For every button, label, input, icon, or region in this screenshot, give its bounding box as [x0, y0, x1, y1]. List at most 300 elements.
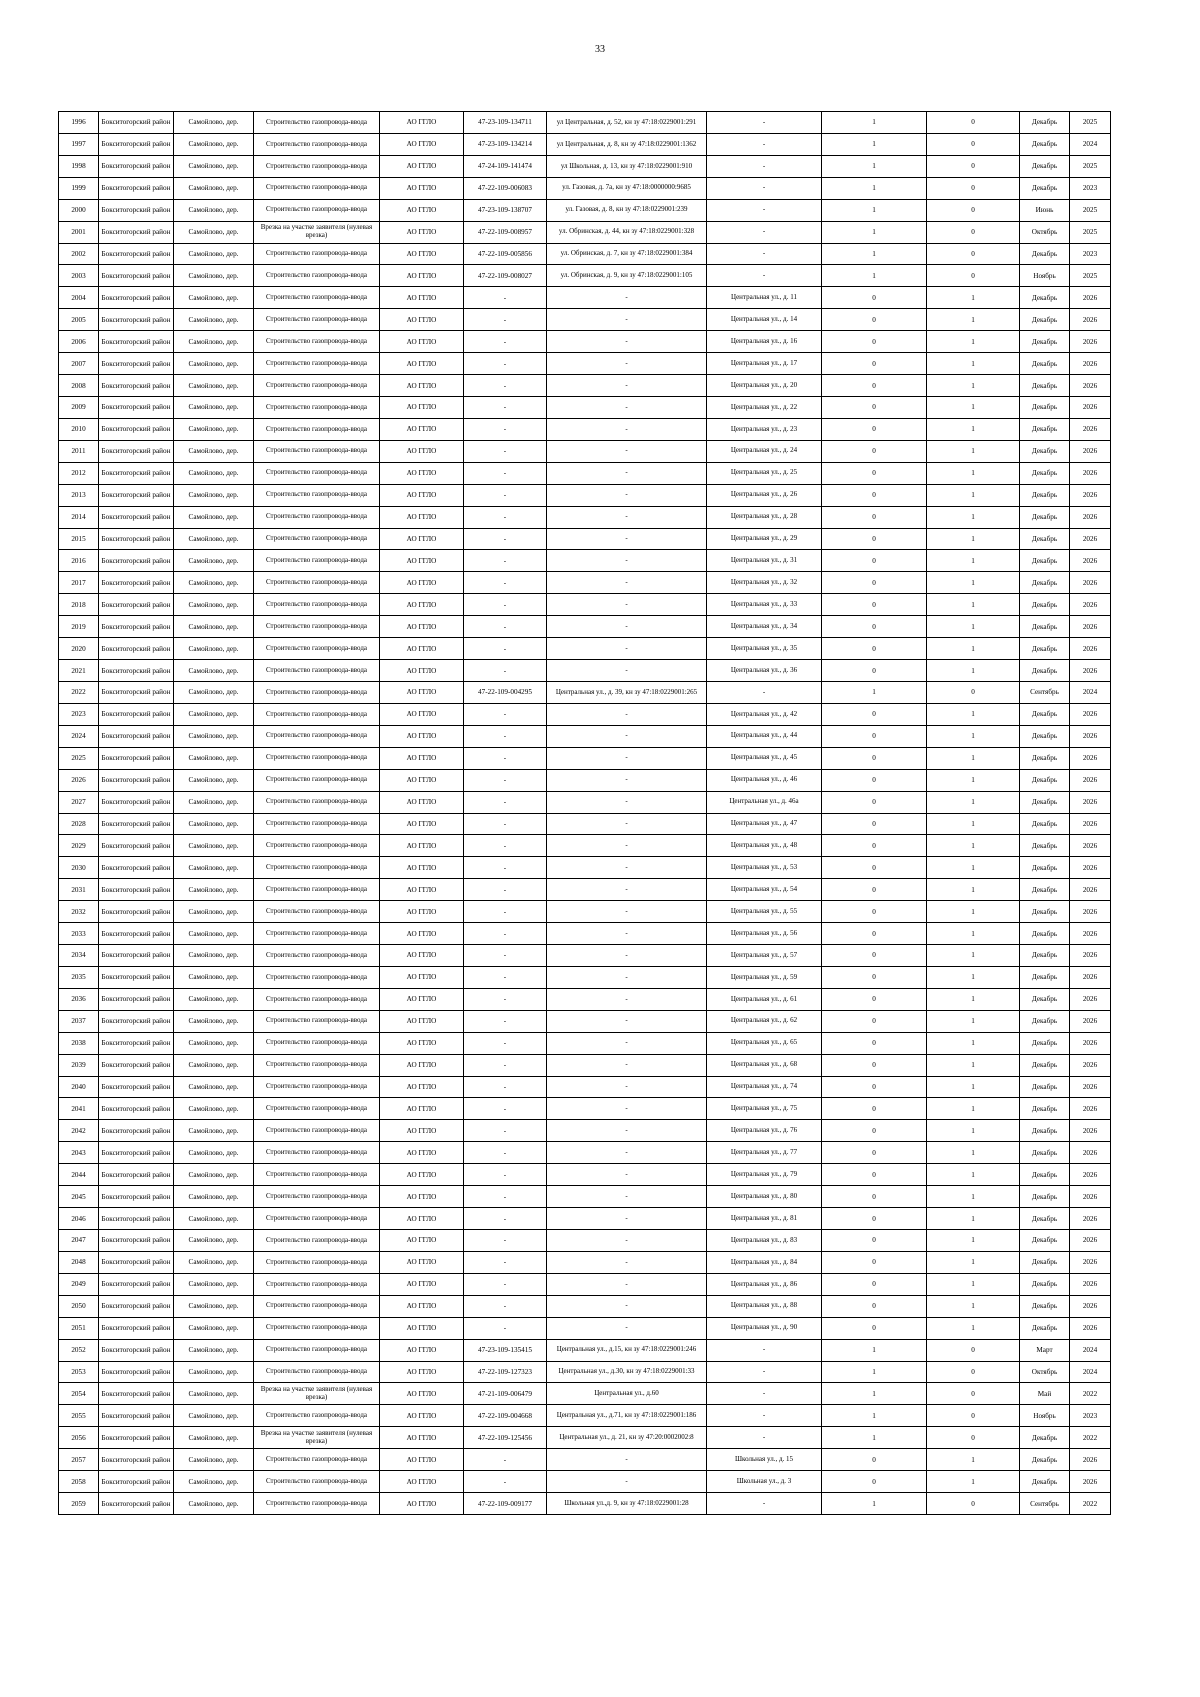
cell-application-number: - [464, 1120, 547, 1142]
cell-settlement: Самойлово, дер. [174, 966, 254, 988]
cell-application-number: - [464, 638, 547, 660]
cell-year: 2026 [1070, 703, 1111, 725]
cell-count-planned: 1 [927, 462, 1020, 484]
cell-district: Бокситогорский район [99, 221, 174, 243]
cell-count-planned: 1 [927, 287, 1020, 309]
cell-month: Декабрь [1020, 901, 1070, 923]
cell-count-planned: 1 [927, 1251, 1020, 1273]
cell-count-applied: 0 [822, 791, 927, 813]
cell-applicant-address: - [547, 703, 707, 725]
cell-district: Бокситогорский район [99, 1010, 174, 1032]
cell-month: Декабрь [1020, 769, 1070, 791]
cell-month: Декабрь [1020, 1164, 1070, 1186]
table-row [59, 1361, 1111, 1383]
cell-month: Декабрь [1020, 660, 1070, 682]
cell-district: Бокситогорский район [99, 769, 174, 791]
cell-count-planned: 1 [927, 879, 1020, 901]
cell-year: 2022 [1070, 1427, 1111, 1449]
cell-year: 2026 [1070, 594, 1111, 616]
cell-planned-address: Центральная ул., д. 90 [707, 1317, 822, 1339]
table-row [59, 331, 1111, 353]
cell-planned-address: Центральная ул., д. 54 [707, 879, 822, 901]
cell-work-type: Строительство газопровода-ввода [254, 396, 380, 418]
cell-organization: АО ГГЛО [380, 375, 464, 397]
cell-district: Бокситогорский район [99, 177, 174, 199]
cell-year: 2026 [1070, 1142, 1111, 1164]
cell-year: 2025 [1070, 265, 1111, 287]
cell-month: Декабрь [1020, 440, 1070, 462]
cell-work-type: Строительство газопровода-ввода [254, 725, 380, 747]
cell-application-number: 47-22-109-127323 [464, 1361, 547, 1383]
cell-planned-address: Центральная ул., д. 20 [707, 375, 822, 397]
cell-work-type: Строительство газопровода-ввода [254, 901, 380, 923]
cell-count-planned: 0 [927, 112, 1020, 134]
cell-work-type: Строительство газопровода-ввода [254, 857, 380, 879]
cell-count-planned: 1 [927, 1230, 1020, 1252]
cell-month: Декабрь [1020, 462, 1070, 484]
cell-district: Бокситогорский район [99, 923, 174, 945]
table-row [59, 616, 1111, 638]
cell-year: 2026 [1070, 835, 1111, 857]
cell-organization: АО ГГЛО [380, 835, 464, 857]
cell-applicant-address: - [547, 945, 707, 967]
cell-count-applied: 0 [822, 966, 927, 988]
cell-row-number: 1999 [59, 177, 99, 199]
cell-applicant-address: - [547, 506, 707, 528]
cell-count-applied: 0 [822, 616, 927, 638]
cell-count-planned: 1 [927, 1295, 1020, 1317]
cell-settlement: Самойлово, дер. [174, 572, 254, 594]
cell-month: Декабрь [1020, 550, 1070, 572]
cell-count-applied: 0 [822, 462, 927, 484]
cell-settlement: Самойлово, дер. [174, 791, 254, 813]
cell-count-planned: 1 [927, 528, 1020, 550]
cell-organization: АО ГГЛО [380, 155, 464, 177]
cell-planned-address: Центральная ул., д. 23 [707, 418, 822, 440]
table-row [59, 703, 1111, 725]
cell-row-number: 2012 [59, 462, 99, 484]
cell-row-number: 2009 [59, 396, 99, 418]
cell-month: Декабрь [1020, 1032, 1070, 1054]
cell-applicant-address: - [547, 572, 707, 594]
cell-planned-address: Центральная ул., д. 76 [707, 1120, 822, 1142]
cell-organization: АО ГГЛО [380, 1032, 464, 1054]
cell-count-applied: 0 [822, 923, 927, 945]
cell-planned-address: Центральная ул., д. 35 [707, 638, 822, 660]
cell-count-applied: 0 [822, 1120, 927, 1142]
cell-applicant-address: - [547, 966, 707, 988]
cell-work-type: Строительство газопровода-ввода [254, 1339, 380, 1361]
cell-application-number: - [464, 1295, 547, 1317]
cell-settlement: Самойлово, дер. [174, 923, 254, 945]
cell-month: Декабрь [1020, 528, 1070, 550]
cell-applicant-address: Центральная ул., д.15, кн зу 47:18:0229001:246 [547, 1339, 707, 1361]
cell-application-number: 47-21-109-006479 [464, 1383, 547, 1405]
cell-row-number: 2039 [59, 1054, 99, 1076]
table-row [59, 133, 1111, 155]
cell-planned-address: - [707, 199, 822, 221]
cell-work-type: Строительство газопровода-ввода [254, 638, 380, 660]
cell-applicant-address: - [547, 396, 707, 418]
cell-work-type: Строительство газопровода-ввода [254, 945, 380, 967]
cell-planned-address: Центральная ул., д. 81 [707, 1208, 822, 1230]
cell-count-applied: 0 [822, 1032, 927, 1054]
table-row [59, 725, 1111, 747]
table-row [59, 309, 1111, 331]
cell-application-number: - [464, 594, 547, 616]
cell-count-planned: 1 [927, 1076, 1020, 1098]
cell-work-type: Строительство газопровода-ввода [254, 1493, 380, 1515]
table-row [59, 1449, 1111, 1471]
cell-month: Октябрь [1020, 1361, 1070, 1383]
cell-count-applied: 0 [822, 660, 927, 682]
cell-year: 2026 [1070, 1010, 1111, 1032]
cell-year: 2022 [1070, 1383, 1111, 1405]
table-row [59, 265, 1111, 287]
cell-district: Бокситогорский район [99, 1208, 174, 1230]
cell-settlement: Самойлово, дер. [174, 1164, 254, 1186]
cell-settlement: Самойлово, дер. [174, 747, 254, 769]
cell-planned-address: Центральная ул., д. 46 [707, 769, 822, 791]
cell-work-type: Строительство газопровода-ввода [254, 331, 380, 353]
cell-year: 2026 [1070, 1164, 1111, 1186]
cell-district: Бокситогорский район [99, 1098, 174, 1120]
cell-row-number: 2055 [59, 1405, 99, 1427]
cell-year: 2026 [1070, 923, 1111, 945]
cell-settlement: Самойлово, дер. [174, 638, 254, 660]
cell-work-type: Строительство газопровода-ввода [254, 1361, 380, 1383]
cell-settlement: Самойлово, дер. [174, 1405, 254, 1427]
cell-organization: АО ГГЛО [380, 1164, 464, 1186]
cell-row-number: 2018 [59, 594, 99, 616]
cell-application-number: - [464, 1098, 547, 1120]
table-row [59, 813, 1111, 835]
cell-month: Декабрь [1020, 1054, 1070, 1076]
cell-application-number: 47-22-109-005856 [464, 243, 547, 265]
cell-district: Бокситогорский район [99, 550, 174, 572]
cell-month: Декабрь [1020, 1120, 1070, 1142]
table-row [59, 923, 1111, 945]
cell-application-number: 47-22-109-004668 [464, 1405, 547, 1427]
cell-district: Бокситогорский район [99, 1317, 174, 1339]
cell-application-number: - [464, 725, 547, 747]
cell-application-number: - [464, 660, 547, 682]
cell-applicant-address: - [547, 901, 707, 923]
cell-month: Декабрь [1020, 616, 1070, 638]
cell-applicant-address: - [547, 1449, 707, 1471]
cell-year: 2026 [1070, 1295, 1111, 1317]
cell-applicant-address: - [547, 747, 707, 769]
cell-count-applied: 1 [822, 177, 927, 199]
cell-row-number: 2037 [59, 1010, 99, 1032]
cell-work-type: Строительство газопровода-ввода [254, 1471, 380, 1493]
cell-row-number: 2025 [59, 747, 99, 769]
cell-work-type: Строительство газопровода-ввода [254, 440, 380, 462]
table-row [59, 791, 1111, 813]
cell-count-planned: 1 [927, 1142, 1020, 1164]
cell-month: Декабрь [1020, 1208, 1070, 1230]
cell-month: Декабрь [1020, 375, 1070, 397]
cell-year: 2026 [1070, 1449, 1111, 1471]
cell-settlement: Самойлово, дер. [174, 725, 254, 747]
cell-year: 2026 [1070, 988, 1111, 1010]
table-row [59, 353, 1111, 375]
cell-settlement: Самойлово, дер. [174, 396, 254, 418]
table-row [59, 287, 1111, 309]
cell-planned-address: Центральная ул., д. 61 [707, 988, 822, 1010]
cell-organization: АО ГГЛО [380, 528, 464, 550]
cell-settlement: Самойлово, дер. [174, 660, 254, 682]
cell-count-planned: 1 [927, 725, 1020, 747]
cell-applicant-address: - [547, 638, 707, 660]
cell-applicant-address: - [547, 1471, 707, 1493]
cell-district: Бокситогорский район [99, 791, 174, 813]
cell-year: 2026 [1070, 813, 1111, 835]
cell-organization: АО ГГЛО [380, 1493, 464, 1515]
cell-row-number: 2001 [59, 221, 99, 243]
cell-count-planned: 0 [927, 1383, 1020, 1405]
cell-row-number: 2030 [59, 857, 99, 879]
cell-count-applied: 0 [822, 484, 927, 506]
cell-row-number: 2048 [59, 1251, 99, 1273]
cell-application-number: 47-24-109-141474 [464, 155, 547, 177]
cell-organization: АО ГГЛО [380, 1054, 464, 1076]
cell-count-applied: 0 [822, 725, 927, 747]
cell-work-type: Строительство газопровода-ввода [254, 1032, 380, 1054]
cell-planned-address: - [707, 155, 822, 177]
cell-applicant-address: ул Школьная, д. 13, кн зу 47:18:0229001:910 [547, 155, 707, 177]
cell-work-type: Строительство газопровода-ввода [254, 1186, 380, 1208]
cell-organization: АО ГГЛО [380, 988, 464, 1010]
cell-district: Бокситогорский район [99, 835, 174, 857]
cell-planned-address: - [707, 221, 822, 243]
cell-row-number: 2032 [59, 901, 99, 923]
cell-count-planned: 1 [927, 1098, 1020, 1120]
cell-work-type: Строительство газопровода-ввода [254, 1142, 380, 1164]
cell-work-type: Строительство газопровода-ввода [254, 1317, 380, 1339]
table-row [59, 1076, 1111, 1098]
cell-row-number: 2054 [59, 1383, 99, 1405]
cell-month: Декабрь [1020, 703, 1070, 725]
cell-district: Бокситогорский район [99, 813, 174, 835]
cell-count-applied: 0 [822, 1295, 927, 1317]
cell-count-applied: 0 [822, 594, 927, 616]
cell-year: 2022 [1070, 1493, 1111, 1515]
cell-application-number: - [464, 309, 547, 331]
cell-work-type: Строительство газопровода-ввода [254, 265, 380, 287]
cell-row-number: 2020 [59, 638, 99, 660]
cell-row-number: 2013 [59, 484, 99, 506]
cell-organization: АО ГГЛО [380, 1317, 464, 1339]
cell-settlement: Самойлово, дер. [174, 1493, 254, 1515]
cell-count-applied: 0 [822, 1471, 927, 1493]
cell-work-type: Строительство газопровода-ввода [254, 1251, 380, 1273]
table-row [59, 966, 1111, 988]
cell-planned-address: Центральная ул., д. 55 [707, 901, 822, 923]
cell-organization: АО ГГЛО [380, 1295, 464, 1317]
cell-count-planned: 0 [927, 133, 1020, 155]
table-row [59, 879, 1111, 901]
cell-month: Декабрь [1020, 988, 1070, 1010]
table-row [59, 660, 1111, 682]
cell-count-planned: 0 [927, 199, 1020, 221]
cell-count-applied: 0 [822, 1230, 927, 1252]
table-row [59, 1230, 1111, 1252]
cell-district: Бокситогорский район [99, 660, 174, 682]
cell-count-planned: 1 [927, 484, 1020, 506]
cell-organization: АО ГГЛО [380, 725, 464, 747]
cell-year: 2026 [1070, 769, 1111, 791]
table-row [59, 769, 1111, 791]
cell-applicant-address: ул. Обринская, д. 9, кн зу 47:18:0229001:105 [547, 265, 707, 287]
cell-count-planned: 1 [927, 747, 1020, 769]
cell-district: Бокситогорский район [99, 112, 174, 134]
cell-organization: АО ГГЛО [380, 550, 464, 572]
cell-district: Бокситогорский район [99, 396, 174, 418]
cell-count-applied: 1 [822, 1493, 927, 1515]
cell-row-number: 2026 [59, 769, 99, 791]
cell-applicant-address: Центральная ул., д. 21, кн зу 47:20:0002002:8 [547, 1427, 707, 1449]
table-row [59, 988, 1111, 1010]
cell-row-number: 2046 [59, 1208, 99, 1230]
cell-month: Декабрь [1020, 331, 1070, 353]
cell-organization: АО ГГЛО [380, 506, 464, 528]
cell-count-planned: 1 [927, 660, 1020, 682]
cell-applicant-address: - [547, 1142, 707, 1164]
cell-application-number: - [464, 550, 547, 572]
cell-count-planned: 1 [927, 835, 1020, 857]
cell-work-type: Строительство газопровода-ввода [254, 1054, 380, 1076]
cell-count-planned: 1 [927, 966, 1020, 988]
cell-count-planned: 0 [927, 177, 1020, 199]
table-row [59, 462, 1111, 484]
cell-application-number: - [464, 945, 547, 967]
cell-applicant-address: - [547, 1164, 707, 1186]
cell-count-planned: 0 [927, 1339, 1020, 1361]
cell-settlement: Самойлово, дер. [174, 353, 254, 375]
cell-district: Бокситогорский район [99, 1120, 174, 1142]
cell-month: Май [1020, 1383, 1070, 1405]
cell-application-number: 47-22-109-009177 [464, 1493, 547, 1515]
cell-organization: АО ГГЛО [380, 1251, 464, 1273]
cell-planned-address: Центральная ул., д. 68 [707, 1054, 822, 1076]
cell-applicant-address: - [547, 1120, 707, 1142]
cell-work-type: Строительство газопровода-ввода [254, 1010, 380, 1032]
cell-district: Бокситогорский район [99, 287, 174, 309]
cell-count-planned: 1 [927, 813, 1020, 835]
cell-settlement: Самойлово, дер. [174, 1054, 254, 1076]
cell-application-number: - [464, 901, 547, 923]
cell-count-planned: 1 [927, 309, 1020, 331]
cell-work-type: Строительство газопровода-ввода [254, 923, 380, 945]
cell-year: 2026 [1070, 572, 1111, 594]
cell-count-planned: 1 [927, 901, 1020, 923]
cell-count-applied: 0 [822, 769, 927, 791]
cell-planned-address: Центральная ул., д. 88 [707, 1295, 822, 1317]
cell-month: Декабрь [1020, 1098, 1070, 1120]
cell-district: Бокситогорский район [99, 747, 174, 769]
cell-work-type: Строительство газопровода-ввода [254, 572, 380, 594]
cell-district: Бокситогорский район [99, 1493, 174, 1515]
cell-settlement: Самойлово, дер. [174, 265, 254, 287]
cell-count-planned: 1 [927, 572, 1020, 594]
cell-application-number: - [464, 572, 547, 594]
cell-planned-address: Центральная ул., д. 86 [707, 1273, 822, 1295]
cell-applicant-address: - [547, 440, 707, 462]
table-row [59, 638, 1111, 660]
cell-application-number: - [464, 1142, 547, 1164]
cell-organization: АО ГГЛО [380, 331, 464, 353]
cell-month: Декабрь [1020, 287, 1070, 309]
cell-applicant-address: - [547, 835, 707, 857]
cell-organization: АО ГГЛО [380, 901, 464, 923]
table-row [59, 199, 1111, 221]
cell-district: Бокситогорский район [99, 616, 174, 638]
cell-count-planned: 1 [927, 375, 1020, 397]
cell-district: Бокситогорский район [99, 1383, 174, 1405]
table-row [59, 528, 1111, 550]
cell-organization: АО ГГЛО [380, 440, 464, 462]
cell-count-applied: 0 [822, 835, 927, 857]
cell-work-type: Строительство газопровода-ввода [254, 1164, 380, 1186]
cell-planned-address: Центральная ул., д. 75 [707, 1098, 822, 1120]
cell-district: Бокситогорский район [99, 1295, 174, 1317]
cell-row-number: 2038 [59, 1032, 99, 1054]
cell-application-number: - [464, 813, 547, 835]
cell-applicant-address: - [547, 1054, 707, 1076]
cell-organization: АО ГГЛО [380, 484, 464, 506]
cell-row-number: 2028 [59, 813, 99, 835]
cell-year: 2025 [1070, 112, 1111, 134]
cell-organization: АО ГГЛО [380, 1405, 464, 1427]
cell-organization: АО ГГЛО [380, 1273, 464, 1295]
cell-applicant-address: - [547, 616, 707, 638]
cell-organization: АО ГГЛО [380, 572, 464, 594]
table-row [59, 155, 1111, 177]
cell-count-applied: 1 [822, 1405, 927, 1427]
cell-row-number: 2021 [59, 660, 99, 682]
cell-applicant-address: - [547, 1273, 707, 1295]
cell-planned-address: - [707, 1339, 822, 1361]
cell-organization: АО ГГЛО [380, 287, 464, 309]
cell-district: Бокситогорский район [99, 879, 174, 901]
cell-count-applied: 0 [822, 375, 927, 397]
cell-planned-address: Центральная ул., д. 34 [707, 616, 822, 638]
cell-count-applied: 1 [822, 681, 927, 703]
cell-work-type: Строительство газопровода-ввода [254, 1405, 380, 1427]
cell-row-number: 1998 [59, 155, 99, 177]
cell-planned-address: Центральная ул., д. 17 [707, 353, 822, 375]
cell-work-type: Строительство газопровода-ввода [254, 177, 380, 199]
cell-count-applied: 0 [822, 331, 927, 353]
cell-organization: АО ГГЛО [380, 813, 464, 835]
cell-settlement: Самойлово, дер. [174, 221, 254, 243]
cell-application-number: - [464, 462, 547, 484]
cell-count-planned: 1 [927, 1208, 1020, 1230]
cell-count-planned: 1 [927, 1186, 1020, 1208]
cell-application-number: - [464, 528, 547, 550]
cell-month: Декабрь [1020, 813, 1070, 835]
cell-year: 2026 [1070, 331, 1111, 353]
cell-year: 2026 [1070, 396, 1111, 418]
cell-count-planned: 1 [927, 396, 1020, 418]
cell-application-number: - [464, 375, 547, 397]
table-row [59, 418, 1111, 440]
cell-year: 2026 [1070, 418, 1111, 440]
cell-count-applied: 1 [822, 1339, 927, 1361]
cell-settlement: Самойлово, дер. [174, 375, 254, 397]
cell-month: Декабрь [1020, 177, 1070, 199]
